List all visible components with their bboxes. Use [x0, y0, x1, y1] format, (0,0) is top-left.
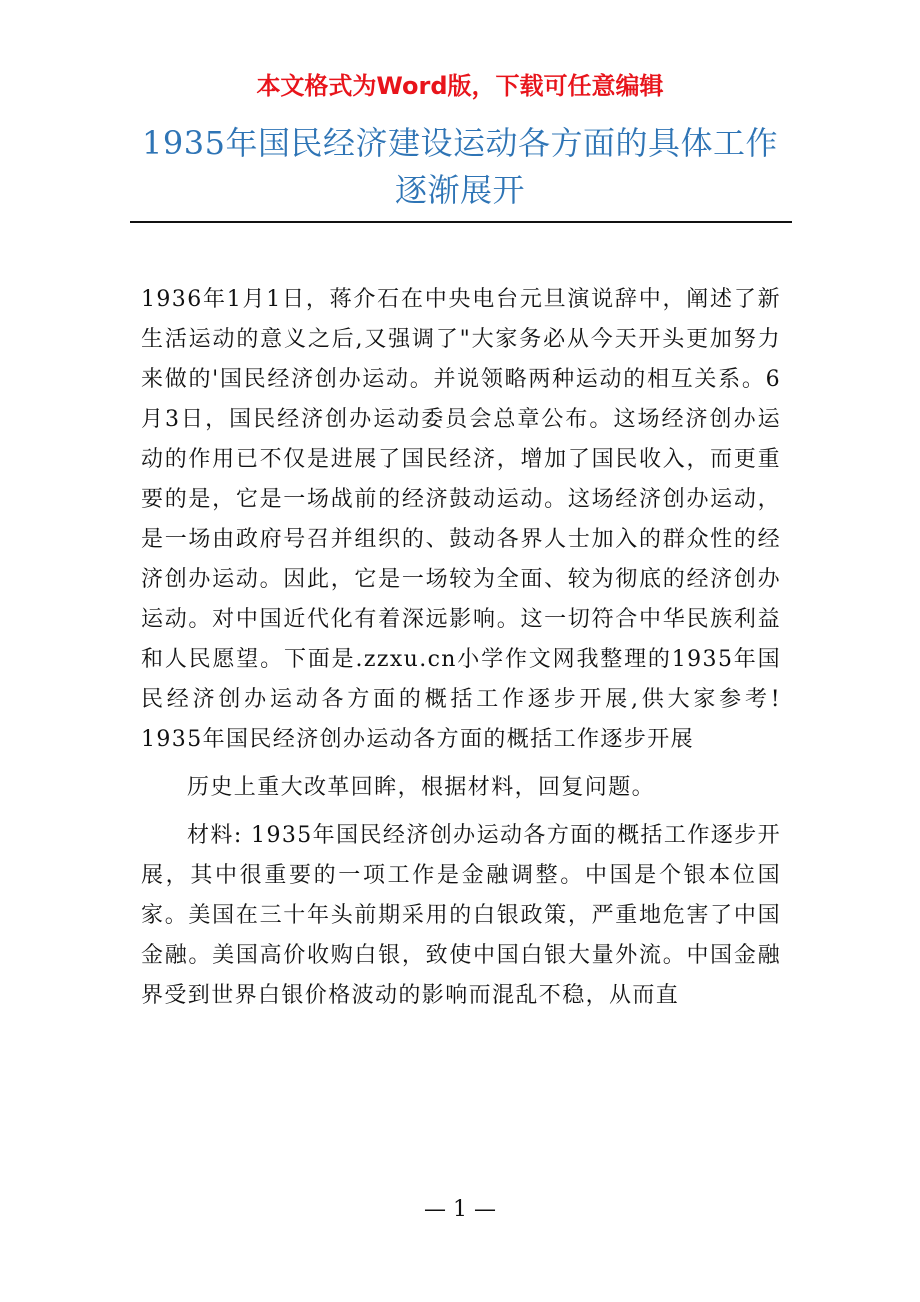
title-divider: [130, 221, 792, 223]
body-paragraph: 历史上重大改革回眸，根据材料，回复问题。: [187, 775, 656, 800]
format-banner: 本文格式为Word版，下载可任意编辑: [256, 72, 664, 100]
page-number: — 1 —: [424, 1197, 496, 1222]
document-body: [141, 280, 828, 1016]
body-paragraph: 1936年1月1日，蒋介石在中央电台元旦演说辞中，阐述了新生活运动的意义之后,又强调了"大家务必从今天开头更加努力来做的'国民经济创办运动。并说领略两种运动的相互关系。6月3日，国民经济创办运动委员会总章公布。这场经济创办运动的作用已不仅是进展了国民经济，增加了国民收入，而更重要的是，它是一场战前的经济鼓动运动。这场经济创办运动，是一场由政府号召并组织的、鼓动各界人士加入的群众性的经济创办运动。因此，它是一场较为全面、较为彻底的经济创办运动。对中国近代化有着深远影响。这一切符合中华民族利益和人民愿望。下面是.zzxu.cn小学作文网我整理的1935年国民经济创办运动各方面的概括工作逐步开展,供大家参考! 1935年国民经济创办运动各方面的概括工作逐步开展: [141, 287, 828, 752]
body-paragraph: 材料: 1935年国民经济创办运动各方面的概括工作逐步开展，其中很重要的一项工作是金融调整。中国是个银本位国家。美国在三十年头前期采用的白银政策，严重地危害了中国金融。美国高价收购白银，致使中国白银大量外流。中国金融界受到世界白银价格波动的影响而混乱不稳，从而直: [141, 823, 781, 1008]
document-title: 1935年国民经济建设运动各方面的具体工作逐渐展开: [142, 124, 778, 209]
